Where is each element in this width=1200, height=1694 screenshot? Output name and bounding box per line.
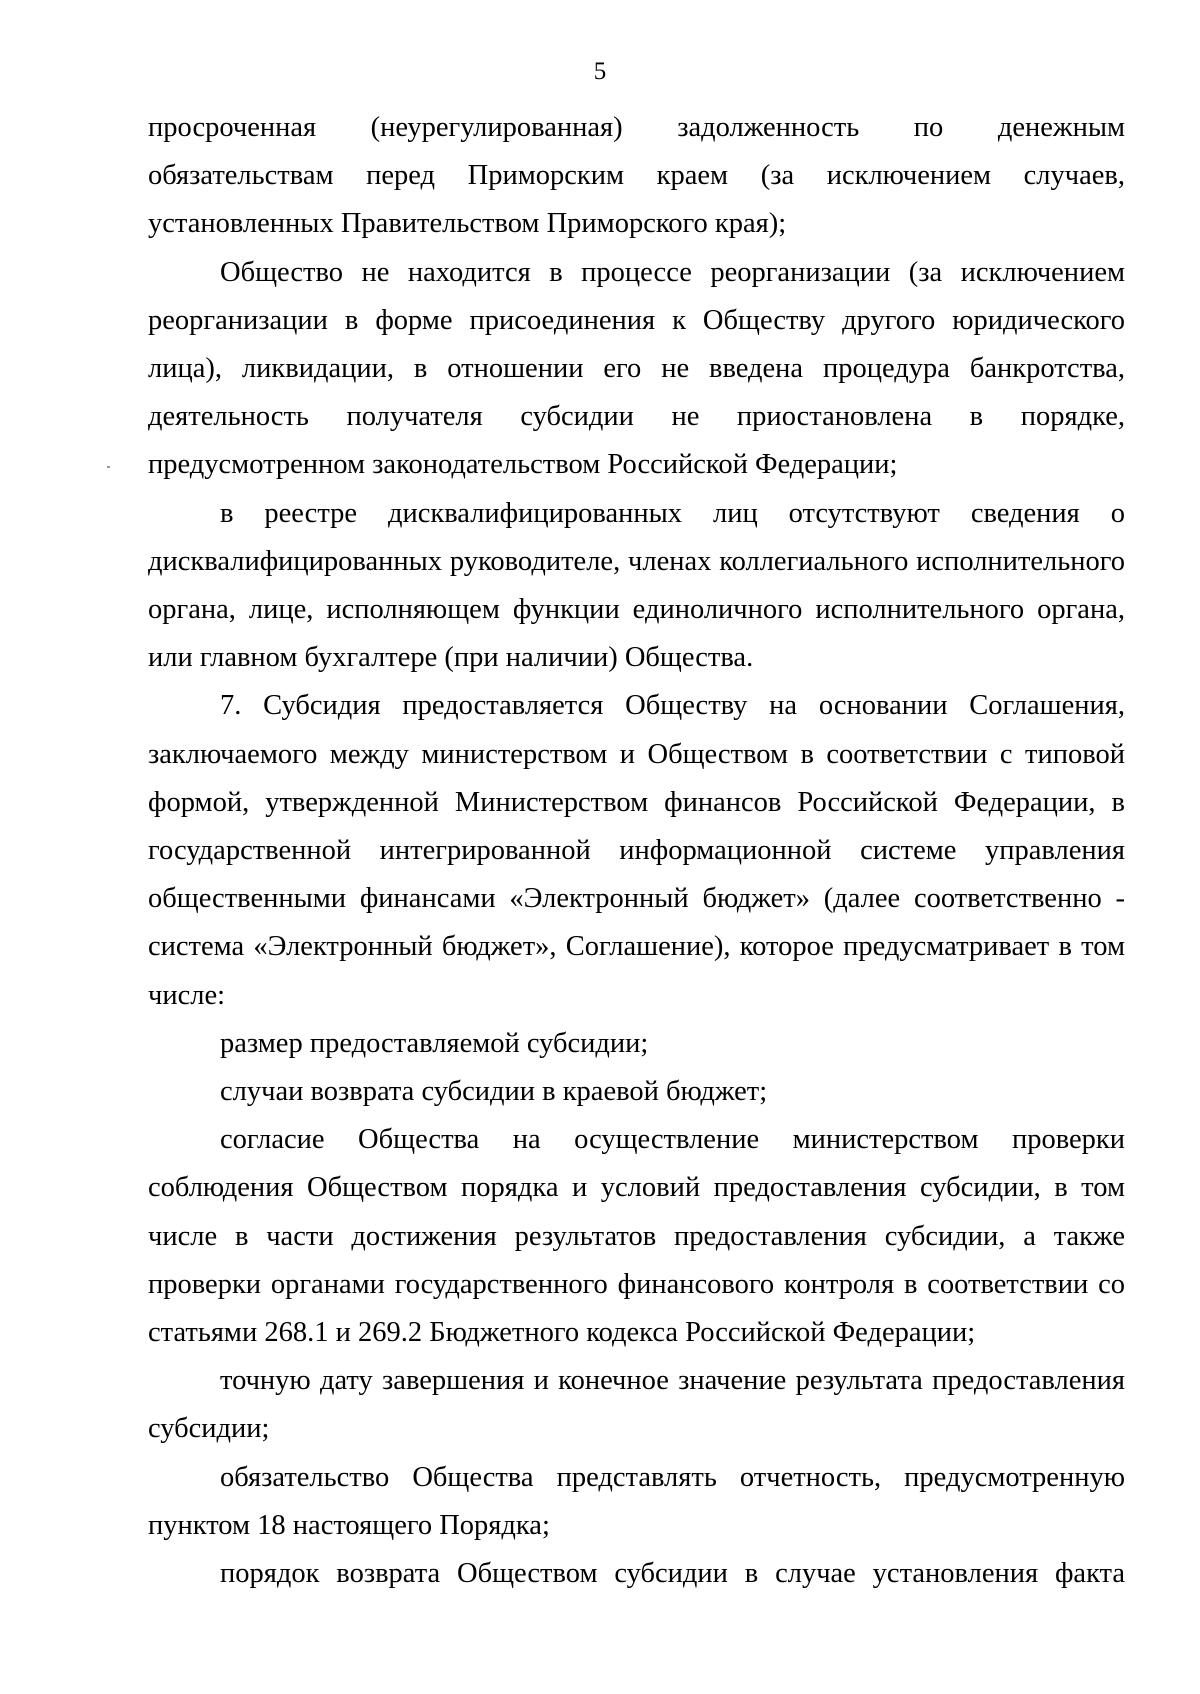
paragraph-reporting-obligation: обязательство Общества представлять отчетность, предусмотренную пунктом 18 настоящего Порядка; xyxy=(148,1461,1125,1541)
paragraph-no-reorganization: Общество не находится в процессе реорганизации (за исключением реорганизации в форме присоединения к Обществу другого юридического лица), ликвидации, в отношении его не введена процедура банкротства, деятельность получателя субсидии не приостановлена в порядке, предусмотренном законодательством Российской Федерации; xyxy=(148,256,1125,481)
page-number: 5 xyxy=(593,58,607,85)
paragraph-completion-date: точную дату завершения и конечное значение результата предоставления субсидии; xyxy=(148,1365,1125,1445)
paragraph-consent-to-inspection: согласие Общества на осуществление министерством проверки соблюдения Обществом порядка и условий предоставления субсидии, в том числе в части достижения результатов предоставления субсидии, а также проверки органами государственного финансового контроля в соответствии со статьями 268.1 и 269.2 Бюджетного кодекса Российской Федерации; xyxy=(148,1124,1125,1349)
document-body xyxy=(148,104,1125,1598)
paragraph-return-procedure: порядок возврата Обществом субсидии в случае установления факта xyxy=(220,1558,1125,1590)
paragraph-overdue-debt: просроченная (неурегулированная) задолженность по денежным обязательствам перед Приморским краем (за исключением случаев, установленных Правительством Приморского края); xyxy=(148,112,1125,240)
scan-artifact xyxy=(107,466,110,468)
paragraph-subsidy-amount: размер предоставляемой субсидии; xyxy=(220,1027,649,1059)
paragraph-item-7-agreement: 7. Субсидия предоставляется Обществу на основании Соглашения, заключаемого между министерством и Обществом в соответствии с типовой формой, утвержденной Министерством финансов Российской Федерации, в государственной интегрированной информационной системе управления общественными финансами «Электронный бюджет» (далее соответственно - система «Электронный бюджет», Соглашение), которое предусматривает в том числе: xyxy=(148,690,1125,1011)
paragraph-disqualified-registry: в реестре дисквалифицированных лиц отсутствуют сведения о дисквалифицированных руководителе, членах коллегиального исполнительного органа, лице, исполняющем функции единоличного исполнительного органа, или главном бухгалтере (при наличии) Общества. xyxy=(148,497,1125,674)
paragraph-return-cases: случаи возврата субсидии в краевой бюджет; xyxy=(220,1076,768,1108)
